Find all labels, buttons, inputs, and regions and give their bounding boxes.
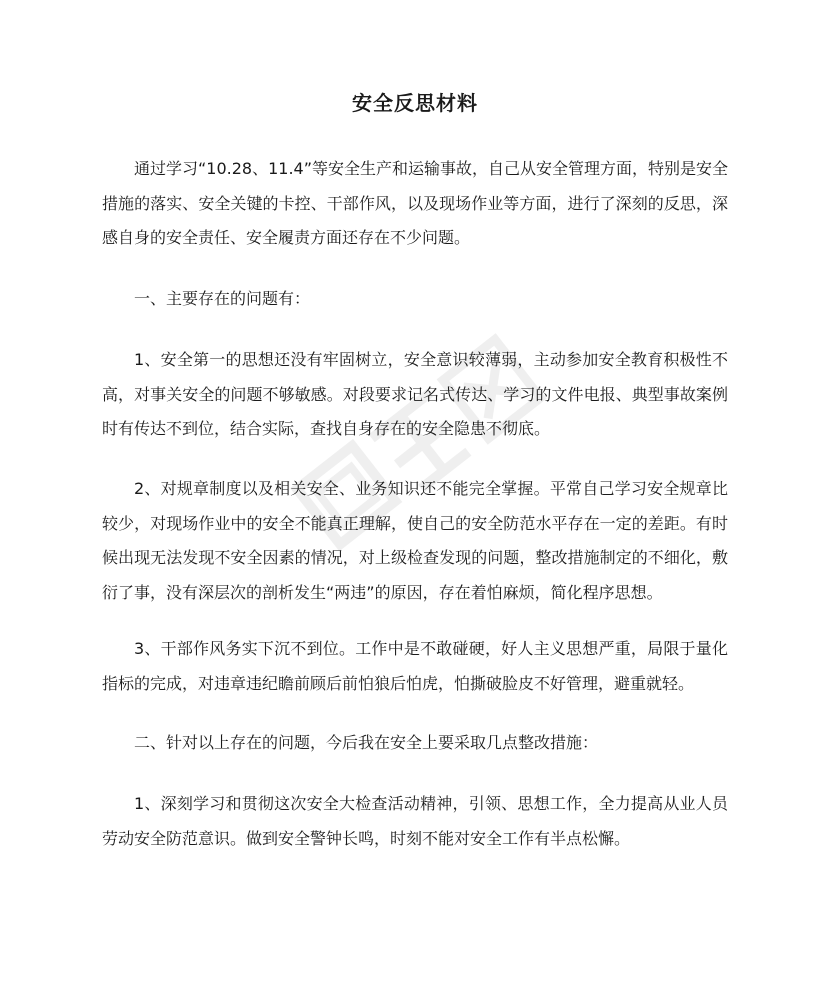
problem-item-3: 3、干部作风务实下沉不到位。工作中是不敢碰硬，好人主义思想严重，局限于量化指标的完成，对违章违纪瞻前顾后前怕狼后怕虎，怕撕破脸皮不好管理，避重就轻。 bbox=[102, 639, 728, 693]
document-title: 安全反思材料 bbox=[352, 91, 478, 115]
problem-item-2: 2、对规章制度以及相关安全、业务知识还不能完全掌握。平常自己学习安全规章比较少，对现场作业中的安全不能真正理解，使自己的安全防范水平存在一定的差距。有时候出现无法发现不安全因素的情况，对上级检查发现的问题，整改措施制定的不细化，敷衍了事，没有深层次的剖析发生“两违”的原因，存在着怕麻烦，简化程序思想。 bbox=[102, 479, 728, 602]
section-heading-measures: 二、针对以上存在的问题，今后我在安全上要采取几点整改措施： bbox=[134, 733, 599, 752]
problem-item-1: 1、安全第一的思想还没有牢固树立，安全意识较薄弱，主动参加安全教育积极性不高，对事关安全的问题不够敏感。对段要求记名式传达、学习的文件电报、典型事故案例时有传达不到位，结合实际，查找自身存在的安全隐患不彻底。 bbox=[102, 350, 728, 438]
section-heading-problems: 一、主要存在的问题有： bbox=[134, 289, 311, 308]
intro-paragraph: 通过学习“10.28、11.4”等安全生产和运输事故，自己从安全管理方面，特别是安全措施的落实、安全关键的卡控、干部作风，以及现场作业等方面，进行了深刻的反思，深感自身的安全责任、安全履责方面还存在不少问题。 bbox=[102, 159, 729, 247]
measure-item-1: 1、深刻学习和贯彻这次安全大检查活动精神，引领、思想工作，全力提高从业人员劳动安全防范意识。做到安全警钟长鸣，时刻不能对安全工作有半点松懈。 bbox=[102, 794, 728, 848]
